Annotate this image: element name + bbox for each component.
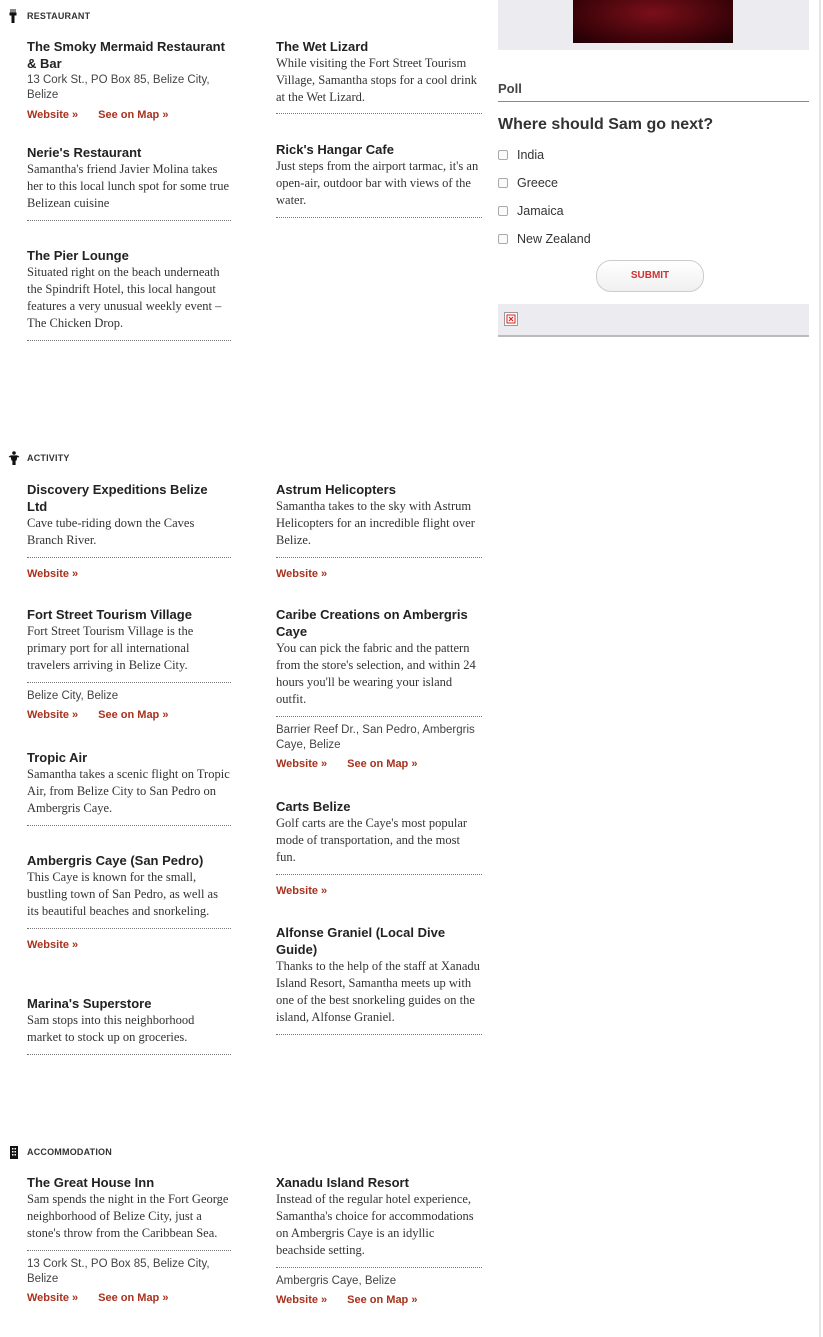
fork-icon xyxy=(8,9,20,23)
place-description: Samantha takes to the sky with Astrum Helicopters for an incredible flight over Belize. xyxy=(276,499,475,547)
divider xyxy=(276,557,482,558)
place-description: Instead of the regular hotel experience, Samantha's choice for accommodations on Ambergris Caye is an idyllic beachside setting. xyxy=(276,1192,474,1257)
list-item xyxy=(27,38,231,122)
list-item xyxy=(276,924,482,1035)
place-name[interactable]: Rick's Hangar Cafe xyxy=(276,142,394,157)
place-description: You can pick the fabric and the pattern from the store's selection, and within 24 hours you'll be wearing your island outfit. xyxy=(276,641,476,706)
list-item xyxy=(27,1174,231,1305)
list-item xyxy=(27,481,231,581)
list-item xyxy=(276,606,482,771)
broken-image-icon xyxy=(504,312,518,326)
list-item xyxy=(27,852,231,952)
divider xyxy=(27,1250,231,1251)
section-title: RESTAURANT xyxy=(27,11,91,21)
place-name[interactable]: Carts Belize xyxy=(276,799,351,814)
map-link[interactable]: See on Map » xyxy=(98,109,169,121)
place-description: While visiting the Fort Street Tourism Village, Samantha stops for a cool drink at the Wet Lizard. xyxy=(276,56,477,104)
submit-button[interactable]: SUBMIT xyxy=(596,260,704,292)
list-item xyxy=(27,749,231,826)
place-name[interactable]: Alfonse Graniel (Local Dive Guide) xyxy=(276,925,446,957)
poll-option[interactable] xyxy=(498,148,544,162)
divider xyxy=(276,217,482,218)
building-icon xyxy=(8,1145,20,1159)
section-header-restaurant xyxy=(8,9,90,23)
website-link[interactable]: Website » xyxy=(27,1292,79,1304)
broken-ad-panel xyxy=(498,304,809,337)
featured-image[interactable] xyxy=(573,0,733,43)
place-description: Situated right on the beach underneath the Spindrift Hotel, this local hangout features a very unusual weekly event – The Chicken Drop. xyxy=(27,265,222,330)
place-name[interactable]: Ambergris Caye (San Pedro) xyxy=(27,853,204,868)
map-link[interactable]: See on Map » xyxy=(347,1294,418,1306)
list-item xyxy=(276,38,482,114)
section-title: ACCOMMODATION xyxy=(27,1147,112,1157)
place-description: Just steps from the airport tarmac, it's an open-air, outdoor bar with views of the water. xyxy=(276,159,479,207)
poll-divider xyxy=(498,101,809,102)
place-name[interactable]: Fort Street Tourism Village xyxy=(27,607,192,622)
place-name[interactable]: Marina's Superstore xyxy=(27,996,152,1011)
divider xyxy=(27,682,231,683)
place-name[interactable]: Nerie's Restaurant xyxy=(27,145,142,160)
list-item xyxy=(27,995,231,1055)
place-description: Sam stops into this neighborhood market to stock up on groceries. xyxy=(27,1013,195,1044)
divider xyxy=(27,557,231,558)
website-link[interactable]: Website » xyxy=(276,758,328,770)
divider xyxy=(276,1034,482,1035)
option-label: Greece xyxy=(517,176,558,190)
section-header-accommodation xyxy=(8,1145,112,1159)
place-name[interactable]: Xanadu Island Resort xyxy=(276,1175,409,1190)
divider xyxy=(27,825,231,826)
place-name[interactable]: Astrum Helicopters xyxy=(276,482,396,497)
list-item xyxy=(276,481,482,581)
checkbox[interactable] xyxy=(498,178,508,188)
divider xyxy=(276,1267,482,1268)
place-address: 13 Cork St., PO Box 85, Belize City, Belize xyxy=(27,1258,210,1285)
place-address: Belize City, Belize xyxy=(27,690,119,702)
website-link[interactable]: Website » xyxy=(27,109,79,121)
place-name[interactable]: The Smoky Mermaid Restaurant & Bar xyxy=(27,39,225,71)
divider xyxy=(27,1054,231,1055)
list-item xyxy=(27,247,231,341)
divider xyxy=(276,874,482,875)
place-name[interactable]: Tropic Air xyxy=(27,750,88,765)
divider xyxy=(27,220,231,221)
website-link[interactable]: Website » xyxy=(27,939,79,951)
section-title: ACTIVITY xyxy=(27,453,70,463)
checkbox[interactable] xyxy=(498,150,508,160)
divider xyxy=(27,340,231,341)
place-description: This Caye is known for the small, bustling town of San Pedro, as well as its beautiful beaches and snorkeling. xyxy=(27,870,218,918)
place-name[interactable]: Caribe Creations on Ambergris Caye xyxy=(276,607,468,639)
place-address: 13 Cork St., PO Box 85, Belize City, Belize xyxy=(27,74,210,101)
person-activity-icon xyxy=(8,451,20,465)
list-item xyxy=(27,144,231,221)
poll-option[interactable] xyxy=(498,204,564,218)
place-address: Barrier Reef Dr., San Pedro, Ambergris Caye, Belize xyxy=(276,724,475,751)
poll-title: Poll xyxy=(498,81,522,96)
place-description: Sam spends the night in the Fort George neighborhood of Belize City, just a stone's throw from the Caribbean Sea. xyxy=(27,1192,229,1240)
checkbox[interactable] xyxy=(498,234,508,244)
place-description: Cave tube-riding down the Caves Branch River. xyxy=(27,516,195,547)
list-item xyxy=(276,141,482,218)
place-description: Samantha takes a scenic flight on Tropic Air, from Belize City to San Pedro on Ambergris Caye. xyxy=(27,767,230,815)
poll-question: Where should Sam go next? xyxy=(498,116,714,133)
divider xyxy=(276,716,482,717)
map-link[interactable]: See on Map » xyxy=(98,1292,169,1304)
option-label: New Zealand xyxy=(517,232,591,246)
section-header-activity xyxy=(8,451,70,465)
map-link[interactable]: See on Map » xyxy=(98,709,169,721)
place-name[interactable]: The Great House Inn xyxy=(27,1175,155,1190)
place-description: Fort Street Tourism Village is the primary port for all international travelers arriving in Belize City. xyxy=(27,624,194,672)
list-item xyxy=(276,1174,482,1307)
list-item xyxy=(27,606,231,722)
place-description: Samantha's friend Javier Molina takes her to this local lunch spot for some true Belizean cuisine xyxy=(27,162,230,210)
place-description: Golf carts are the Caye's most popular mode of transportation, and the most fun. xyxy=(276,816,468,864)
website-link[interactable]: Website » xyxy=(276,568,328,580)
list-item xyxy=(276,798,482,898)
website-link[interactable]: Website » xyxy=(276,1294,328,1306)
place-address: Ambergris Caye, Belize xyxy=(276,1275,397,1287)
place-description: Thanks to the help of the staff at Xanadu Island Resort, Samantha meets up with one of the best snorkeling guides on the island, Alfonse Graniel. xyxy=(276,959,480,1024)
divider xyxy=(27,928,231,929)
page-scroll-edge xyxy=(819,0,821,1337)
place-name[interactable]: The Pier Lounge xyxy=(27,248,129,263)
website-link[interactable]: Website » xyxy=(27,709,79,721)
option-label: Jamaica xyxy=(517,204,564,218)
checkbox[interactable] xyxy=(498,206,508,216)
divider xyxy=(276,113,482,114)
website-link[interactable]: Website » xyxy=(27,568,79,580)
option-label: India xyxy=(517,148,545,162)
place-name[interactable]: Discovery Expeditions Belize Ltd xyxy=(27,482,208,514)
website-link[interactable]: Website » xyxy=(276,885,328,897)
place-name[interactable]: The Wet Lizard xyxy=(276,39,369,54)
featured-image-panel xyxy=(498,0,809,50)
map-link[interactable]: See on Map » xyxy=(347,758,418,770)
poll-option[interactable] xyxy=(498,232,591,246)
poll-option[interactable] xyxy=(498,176,558,190)
